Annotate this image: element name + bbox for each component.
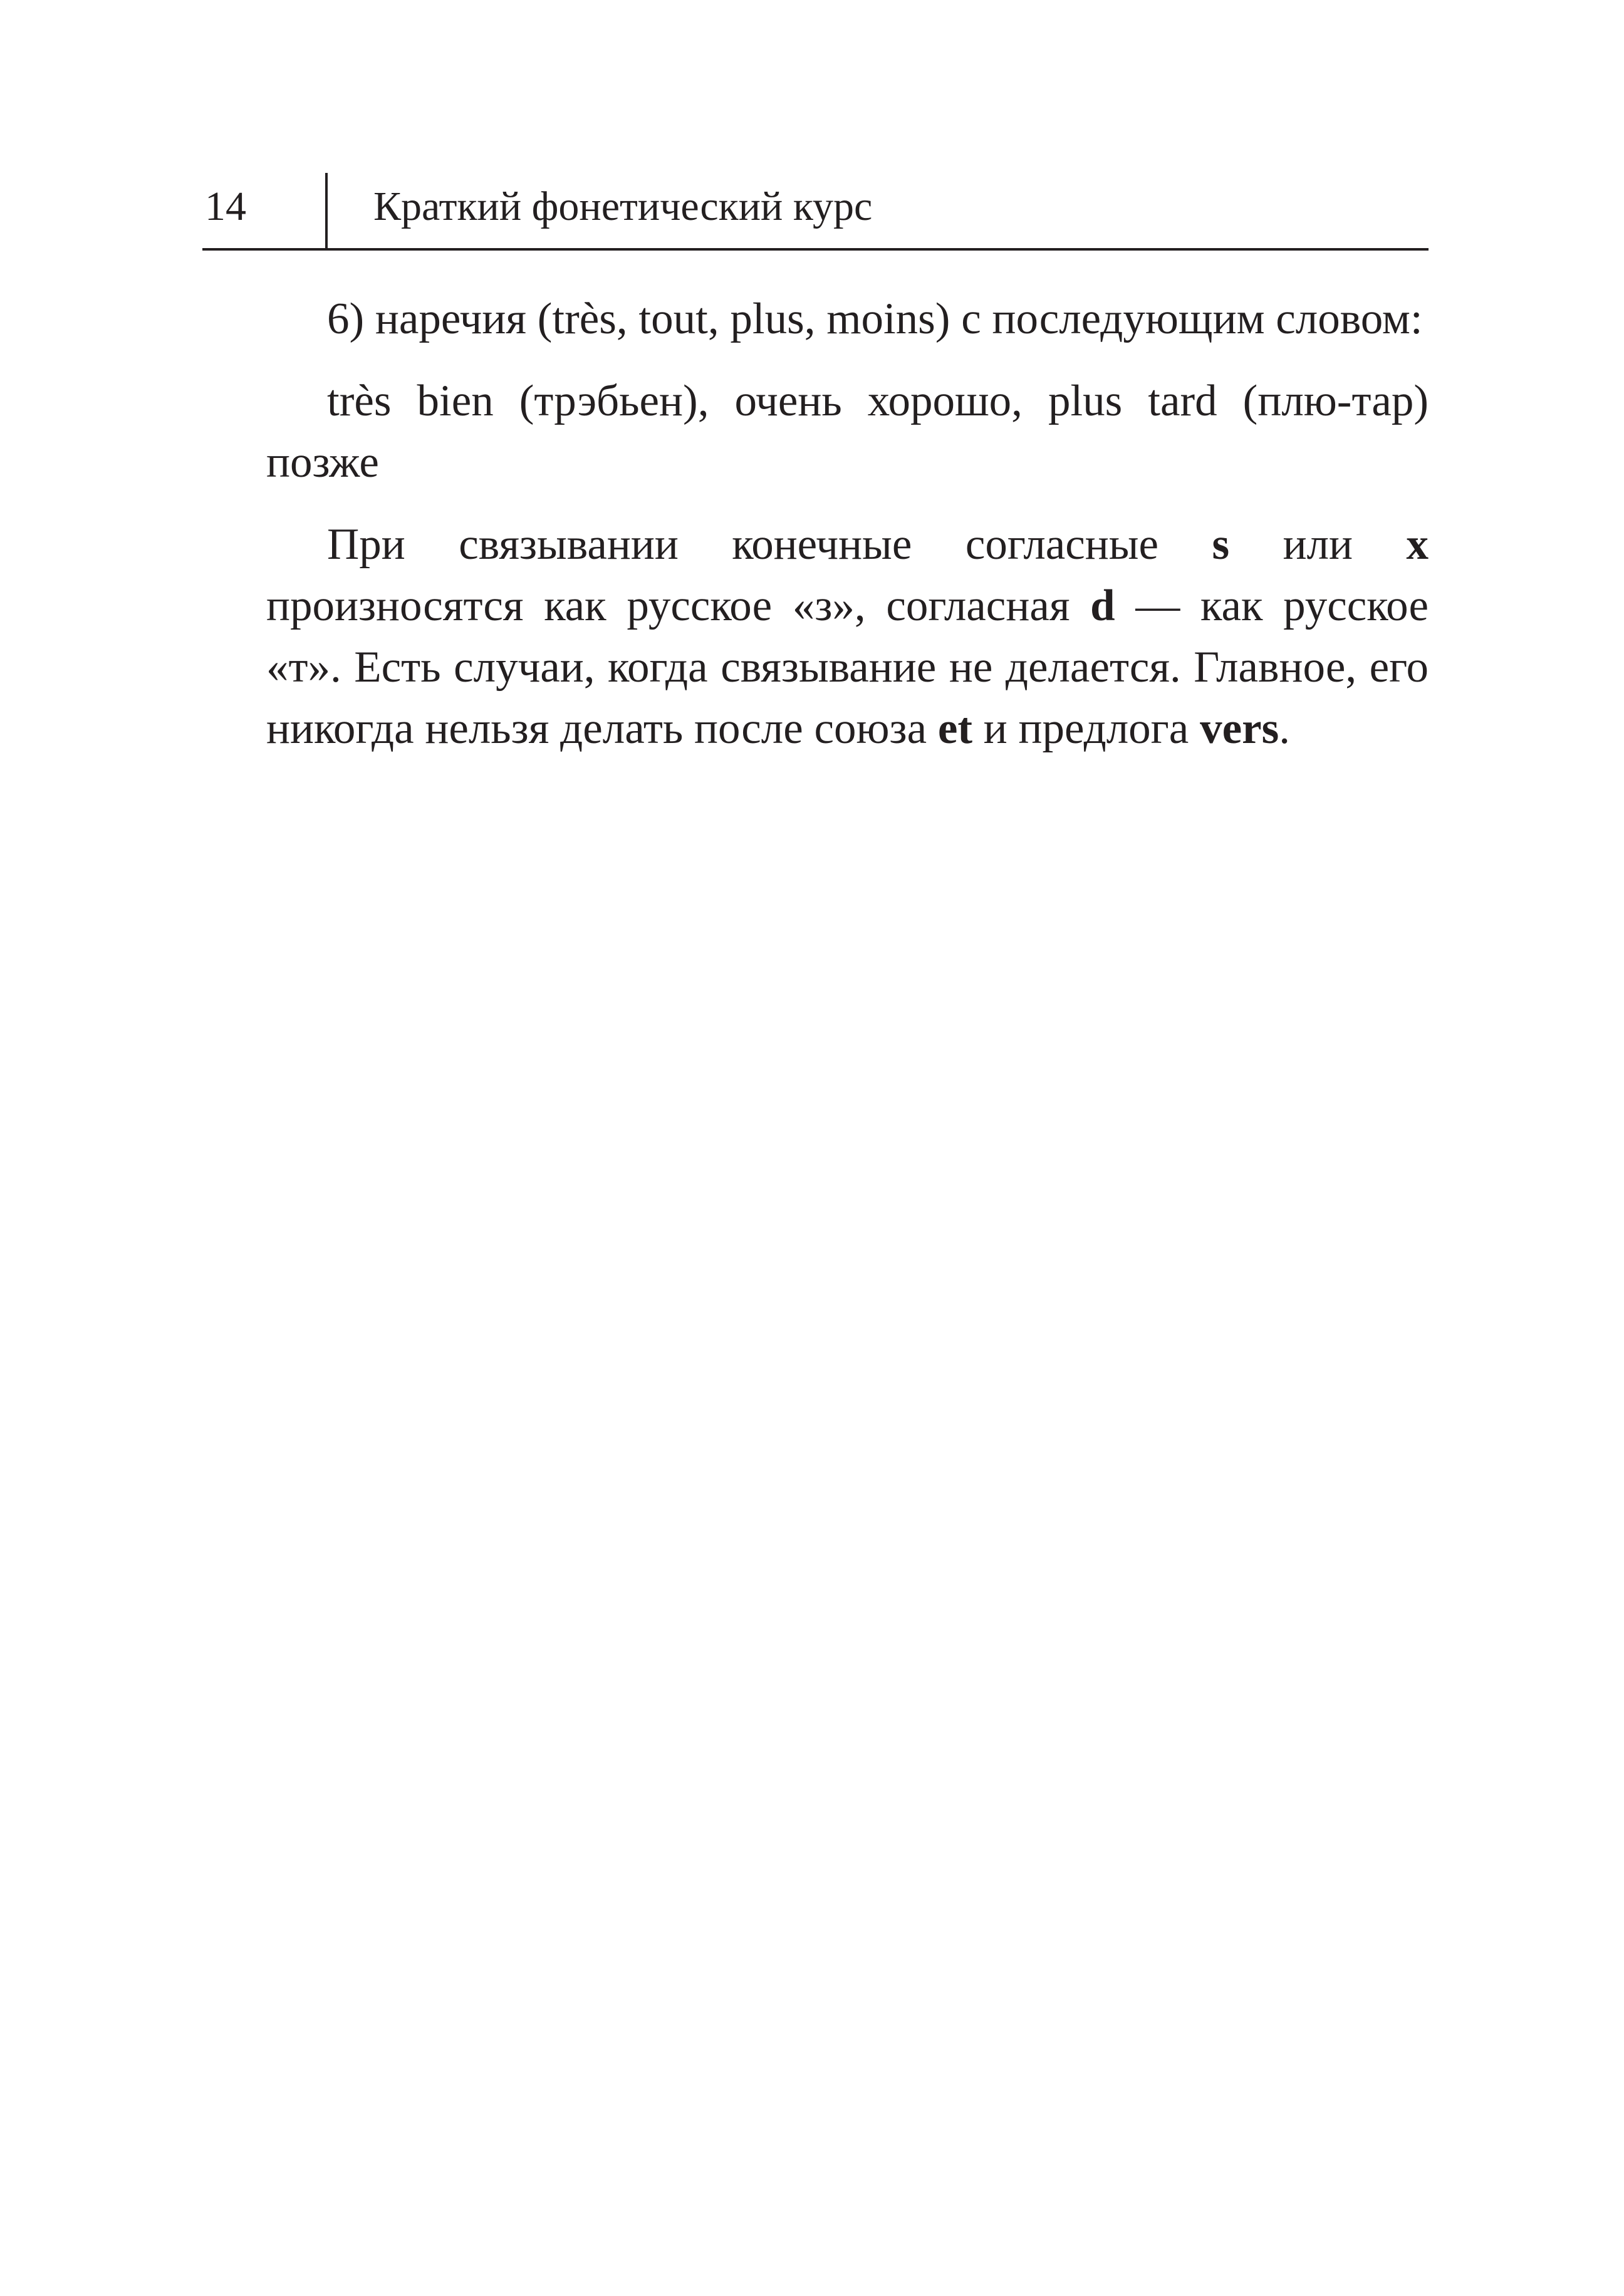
paragraph-text: très bien (трэбьен), очень хорошо, plus tard (плю-тар) позже [266,377,1429,487]
paragraph-example [266,370,1429,493]
running-title: Краткий фонетический курс [373,184,873,229]
bold-term: x [1406,520,1429,569]
paragraph-liaison-rules [266,514,1429,759]
bold-term: vers [1200,704,1279,753]
main-text [266,288,1429,759]
bold-term: s [1212,520,1230,569]
paragraph-text: — как русское «т». Есть случаи, когда связывание не делается. Главное, его никогда нельзя делать после союза [266,581,1429,753]
paragraph-text: При связывании конечные согласные [327,520,1212,569]
paragraph-text: . [1279,704,1290,753]
bold-term: et [937,704,973,753]
paragraph-text: 6) наречия (très, tout, plus, moins) с последующим словом: [327,294,1423,343]
paragraph-text: или [1229,520,1407,569]
header-divider [325,173,328,248]
running-header [202,169,1429,251]
paragraph-text: произносятся как русское «з», согласная [266,581,1091,630]
paragraph-adverbs [266,288,1429,350]
page-number: 14 [205,184,246,229]
bold-term: d [1090,581,1115,630]
paragraph-text: и предлога [972,704,1200,753]
